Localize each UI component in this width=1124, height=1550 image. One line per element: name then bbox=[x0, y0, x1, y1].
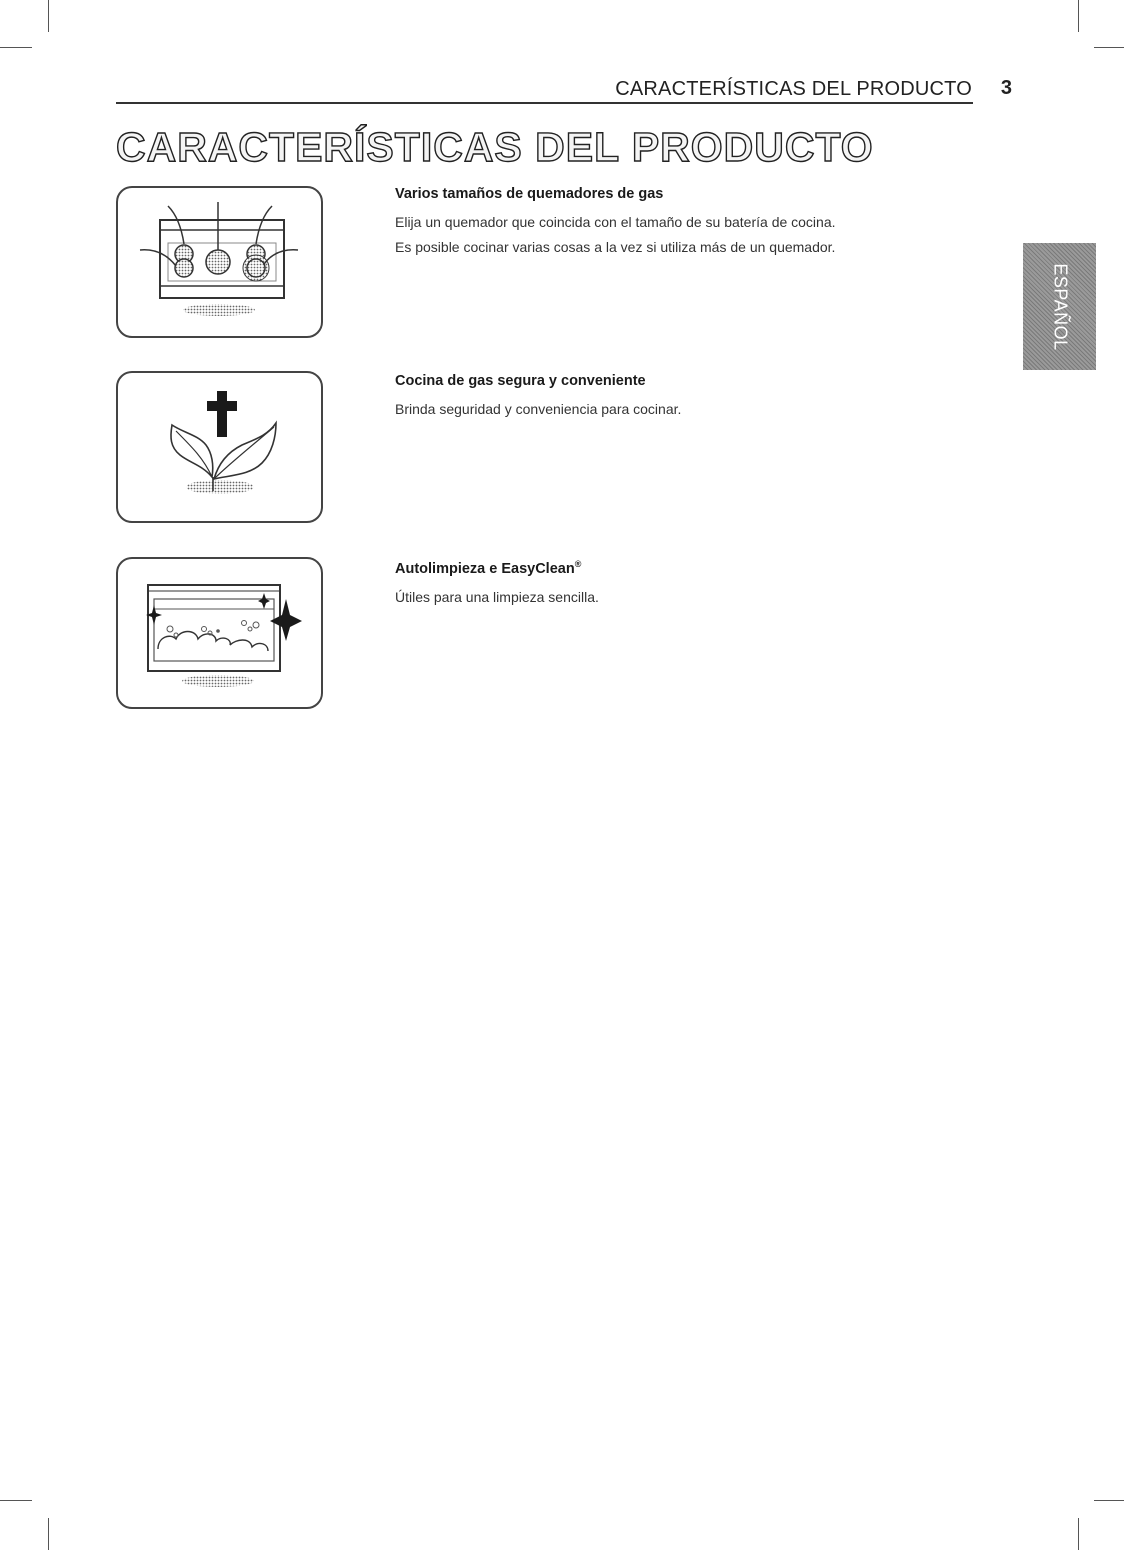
feature-heading bbox=[395, 559, 995, 577]
crop-mark bbox=[1078, 0, 1079, 32]
feature-line: Es posible cocinar varias cosas a la vez si utiliza más de un quemador. bbox=[395, 239, 836, 255]
feature-burner-sizes bbox=[395, 186, 995, 264]
feature-line: Útiles para una limpieza sencilla. bbox=[395, 588, 599, 605]
crop-mark bbox=[1094, 1500, 1124, 1501]
burner-sizes-icon bbox=[116, 186, 323, 338]
feature-easyclean bbox=[395, 559, 995, 614]
crop-mark bbox=[48, 0, 49, 32]
feature-safe-gas bbox=[395, 373, 995, 426]
language-tab bbox=[1023, 243, 1096, 370]
crop-mark bbox=[48, 1518, 49, 1550]
safe-leaf-cross-icon bbox=[116, 371, 323, 523]
running-title: CARACTERÍSTICAS DEL PRODUCTO bbox=[615, 78, 972, 100]
feature-heading-text: Autolimpieza e EasyClean bbox=[395, 560, 575, 577]
crop-mark bbox=[1094, 47, 1124, 48]
running-header bbox=[116, 74, 1016, 104]
language-tab-label: ESPAÑOL bbox=[1050, 262, 1070, 351]
crop-mark bbox=[1078, 1518, 1079, 1550]
feature-heading: Varios tamaños de quemadores de gas bbox=[395, 186, 664, 202]
page-number: 3 bbox=[1000, 77, 1012, 99]
crop-mark bbox=[0, 1500, 32, 1501]
crop-mark bbox=[0, 47, 32, 48]
feature-line: Elija un quemador que coincida con el tamaño de su batería de cocina. bbox=[395, 214, 836, 230]
oven-clean-icon bbox=[116, 557, 323, 709]
registered-mark: ® bbox=[574, 559, 582, 569]
header-rule bbox=[116, 102, 973, 104]
page-title: CARACTERÍSTICAS DEL PRODUCTO bbox=[116, 124, 874, 170]
feature-line: Brinda seguridad y conveniencia para cocinar. bbox=[395, 401, 682, 417]
feature-heading: Cocina de gas segura y conveniente bbox=[395, 373, 646, 389]
